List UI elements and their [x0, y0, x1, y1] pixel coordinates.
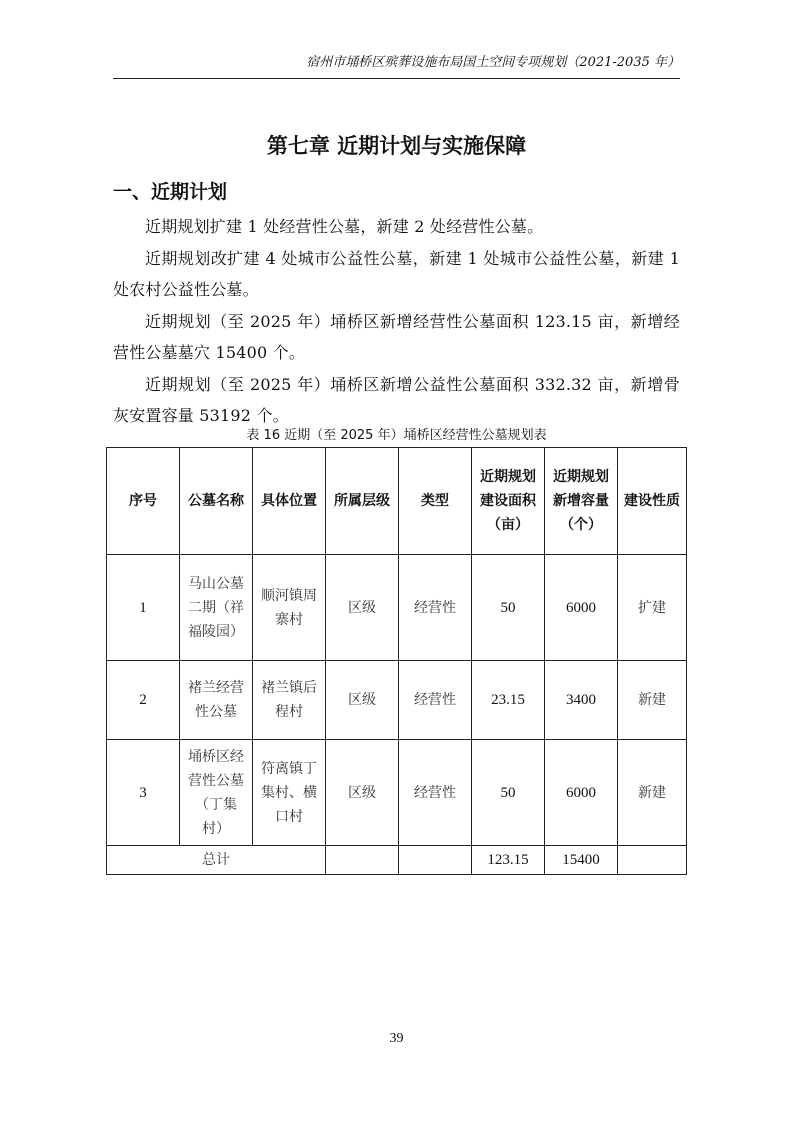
table-row	[107, 555, 687, 661]
paragraph: 近期规划（至 2025 年）埇桥区新增公益性公墓面积 332.32 亩，新增骨灰安置容量 53192 个。	[113, 374, 680, 425]
header-cell: 序号	[107, 448, 180, 555]
capacity: 6000	[545, 740, 618, 846]
level: 区级	[326, 555, 399, 661]
chapter-title: 第七章 近期计划与实施保障	[266, 134, 527, 158]
header-cell: 近期规划新增容量（个）	[545, 448, 618, 555]
capacity: 6000	[545, 555, 618, 661]
paragraph: 近期规划扩建 1 处经营性公墓，新建 2 处经营性公墓。	[145, 217, 544, 236]
table-caption: 表 16 近期（至 2025 年）埇桥区经营性公墓规划表	[246, 428, 547, 443]
header-cell: 公墓名称	[180, 448, 253, 555]
type: 经营性	[399, 661, 472, 740]
level: 区级	[326, 661, 399, 740]
row-number: 2	[107, 661, 180, 740]
cemetery-name: 马山公墓二期（祥福陵园）	[180, 555, 253, 661]
header-cell: 建设性质	[618, 448, 687, 555]
body-text	[113, 211, 680, 432]
location: 符离镇丁集村、横口村	[253, 740, 326, 846]
table-row	[107, 740, 687, 846]
cemetery-name: 褚兰经营性公墓	[180, 661, 253, 740]
table-total-row	[107, 846, 687, 875]
cemetery-name: 埇桥区经营性公墓（丁集村）	[180, 740, 253, 846]
nature: 扩建	[618, 555, 687, 661]
table-header-row	[107, 448, 687, 555]
row-number: 3	[107, 740, 180, 846]
header-cell: 具体位置	[253, 448, 326, 555]
paragraph: 近期规划（至 2025 年）埇桥区新增经营性公墓面积 123.15 亩，新增经营性公墓墓穴 15400 个。	[113, 311, 680, 362]
type: 经营性	[399, 740, 472, 846]
total-label: 总计	[107, 846, 326, 875]
nature: 新建	[618, 740, 687, 846]
total-area: 123.15	[472, 846, 545, 875]
page-header	[113, 52, 680, 79]
cemetery-plan-table	[106, 447, 687, 875]
location: 顺河镇周寨村	[253, 555, 326, 661]
location: 褚兰镇后程村	[253, 661, 326, 740]
total-capacity: 15400	[545, 846, 618, 875]
paragraph: 近期规划改扩建 4 处城市公益性公墓，新建 1 处城市公益性公墓，新建 1 处农村公益性公墓。	[113, 248, 680, 299]
section-title: 一、近期计划	[113, 181, 228, 203]
page-number: 39	[389, 1031, 404, 1046]
empty-cell	[618, 846, 687, 875]
empty-cell	[399, 846, 472, 875]
area: 50	[472, 740, 545, 846]
capacity: 3400	[545, 661, 618, 740]
header-cell: 类型	[399, 448, 472, 555]
row-number: 1	[107, 555, 180, 661]
empty-cell	[326, 846, 399, 875]
header-title: 宿州市埇桥区殡葬设施布局国土空间专项规划（2021-2035 年）	[306, 55, 680, 70]
area: 50	[472, 555, 545, 661]
table-row	[107, 661, 687, 740]
nature: 新建	[618, 661, 687, 740]
area: 23.15	[472, 661, 545, 740]
level: 区级	[326, 740, 399, 846]
type: 经营性	[399, 555, 472, 661]
header-cell: 所属层级	[326, 448, 399, 555]
header-cell: 近期规划建设面积（亩）	[472, 448, 545, 555]
